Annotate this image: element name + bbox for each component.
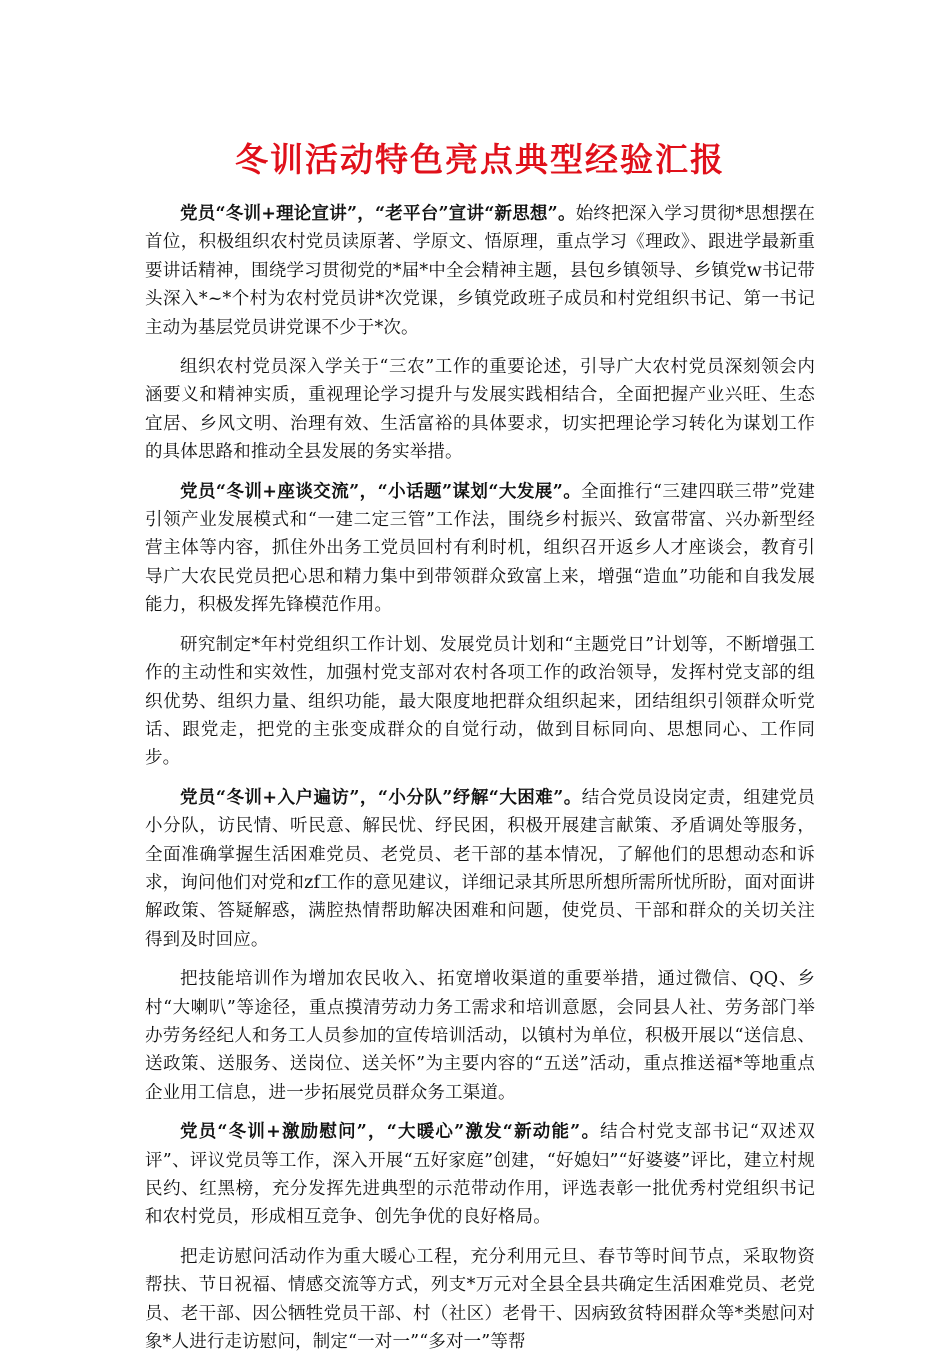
document-page — [145, 132, 815, 1367]
paragraph-3-heading: 党员“冬训+座谈交流”，“小话题”谋划“大发展”。 — [180, 481, 582, 502]
paragraph-7-body: 结合村党支部书记“双述双评”、评议党员等工作，深入开展“五好家庭”创建，“好媳妇”“好婆婆”评比，建立村规民约、红黑榜，充分发挥先进典型的示范带动作用，评选表彰一批优秀村党组织书记和农村党员，形成相互竞争、创先争优的良好格局。 — [145, 1122, 815, 1228]
paragraph-1 — [145, 200, 815, 342]
paragraph-4 — [145, 631, 815, 773]
paragraph-2-body: 组织农村党员深入学关于“三农”工作的重要论述，引导广大农村党员深刻领会内涵要义和精神实质，重视理论学习提升与发展实践相结合，全面把握产业兴旺、生态宜居、乡风文明、治理有效、生活富裕的具体要求，切实把理论学习转化为谋划工作的具体思路和推动全县发展的务实举措。 — [145, 357, 815, 463]
paragraph-8 — [145, 1243, 815, 1357]
paragraph-1-heading: 党员“冬训+理论宣讲”，“老平台”宣讲“新思想”。 — [180, 204, 576, 224]
paragraph-4-body: 研究制定*年村党组织工作计划、发展党员计划和“主题党日”计划等，不断增强工作的主动性和实效性，加强村党支部对农村各项工作的政治领导，发挥村党支部的组织优势、组织力量、组织功能，最大限度地把群众组织起来，团结组织引领群众听党话、跟党走，把党的主张变成群众的自觉行动，做到目标同向、思想同心、工作同步。 — [145, 634, 815, 769]
paragraph-1-body: 始终把深入学习贯彻*思想摆在首位，积极组织农村党员读原著、学原文、悟原理，重点学习《理政》、跟进学最新重要讲话精神，围绕学习贯彻党的*届*中全会精神主题，县包乡镇领导、乡镇党w书记带头深入*~*个村为农村党员讲*次党课，乡镇党政班子成员和村党组织书记、第一书记主动为基层党员讲党课不少于*次。 — [145, 204, 815, 338]
paragraph-3-body: 全面推行“三建四联三带”党建引领产业发展模式和“一建二定三管”工作法，围绕乡村振兴、致富带富、兴办新型经营主体等内容，抓住外出务工党员回村有利时机，组织召开返乡人才座谈会，教育引导广大农民党员把心思和精力集中到带领群众致富上来，增强“造血”功能和自我发展能力，积极发挥先锋模范作用。 — [145, 481, 815, 616]
paragraph-8-body: 把走访慰问活动作为重大暖心工程，充分利用元旦、春节等时间节点，采取物资帮扶、节日祝福、情感交流等方式，列支*万元对全县全县共确定生活困难党员、老党员、老干部、因公牺牲党员干部、村（社区）老骨干、因病致贫特困群众等*类慰问对象*人进行走访慰问，制定“一对一”“多对一”等帮 — [145, 1246, 815, 1353]
paragraph-5-body: 结合党员设岗定责，组建党员小分队，访民情、听民意、解民忧、纾民困，积极开展建言献策、矛盾调处等服务，全面准确掌握生活困难党员、老党员、老干部的基本情况，了解他们的思想动态和诉求，询问他们对党和zf工作的意见建议，详细记录其所思所想所需所忧所盼，面对面讲解政策、答疑解惑，满腔热情帮助解决困难和问题，使党员、干部和群众的关切关注得到及时回应。 — [145, 787, 816, 950]
paragraph-6 — [145, 965, 815, 1107]
document-title: 冬训活动特色亮点典型经验汇报 — [235, 140, 725, 179]
paragraph-7-heading: 党员“冬训+激励慰问”，“大暖心”激发“新动能”。 — [180, 1122, 601, 1143]
paragraph-6-body: 把技能培训作为增加农民收入、拓宽增收渠道的重要举措，通过微信、QQ、乡村“大喇叭”等途径，重点摸清劳动力务工需求和培训意愿，会同县人社、劳务部门举办劳务经纪人和务工人员参加的宣传培训活动，以镇村为单位，积极开展以“送信息、送政策、送服务、送岗位、送关怀”为主要内容的“五送”活动，重点推送福*等地重点企业用工信息，进一步拓展党员群众务工渠道。 — [145, 969, 815, 1103]
paragraph-2 — [145, 353, 815, 467]
paragraph-5 — [145, 784, 815, 954]
paragraph-5-heading: 党员“冬训+入户遍访”，“小分队”纾解“大困难”。 — [180, 787, 582, 808]
paragraph-7 — [145, 1118, 815, 1232]
paragraph-3 — [145, 478, 815, 620]
